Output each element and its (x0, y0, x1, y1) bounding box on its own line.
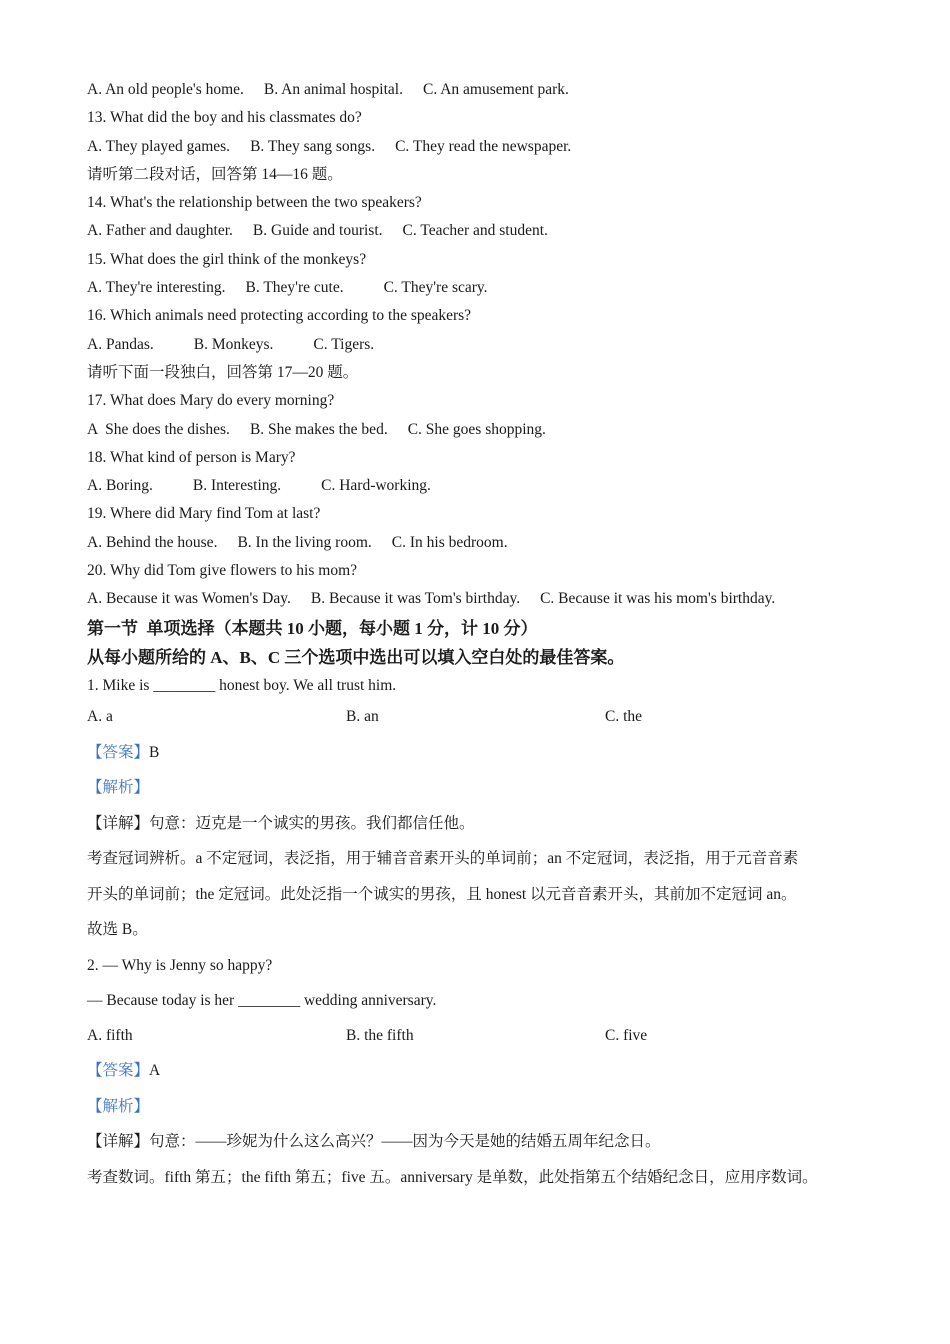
option-b: B. Because it was Tom's birthday. (310, 590, 521, 608)
option-a: A. Behind the house. (87, 533, 218, 551)
option-b: B. the fifth (346, 1026, 414, 1044)
option-c: C. Tigers. (313, 335, 375, 353)
q19-options (87, 529, 887, 557)
section-instruction: 从每小题所给的 A、B、C 三个选项中选出可以填入空白处的最佳答案。 (87, 647, 625, 667)
option-a: A. a (87, 707, 113, 725)
option-b: B. They sang songs. (250, 137, 376, 155)
q12-options (87, 76, 887, 104)
option-a: A. Pandas. (87, 335, 154, 353)
mc1-explanation-1: 考查冠词辨析。a 不定冠词，表泛指，用于辅音音素开头的单词前；an 不定冠词，表泛指，用于元音音素 (87, 850, 799, 868)
answer-value: B (149, 743, 160, 761)
q17-options (87, 416, 887, 444)
q13-options (87, 133, 887, 161)
option-a: A She does the dishes. (87, 420, 230, 438)
q18-question: 18. What kind of person is Mary? (87, 448, 296, 466)
option-b: B. an (346, 707, 379, 725)
analysis-tag: 【解析】 (87, 779, 150, 797)
q19-question: 19. Where did Mary find Tom at last? (87, 505, 321, 523)
answer-tag: 【答案】 (87, 1062, 150, 1080)
q20-options (87, 585, 887, 613)
option-a: A. fifth (87, 1026, 133, 1044)
option-b: B. Interesting. (192, 477, 282, 495)
q18-options (87, 472, 887, 500)
option-c: C. In his bedroom. (391, 533, 508, 551)
option-a: A. Boring. (87, 477, 153, 495)
q14-question: 14. What's the relationship between the two speakers? (87, 194, 422, 212)
mc2-answer (87, 1053, 887, 1089)
mc1-detail: 【详解】句意：迈克是一个诚实的男孩。我们都信任他。 (87, 814, 475, 832)
mc1-question: 1. Mike is ________ honest boy. We all trust him. (87, 676, 397, 694)
option-a: A. Because it was Women's Day. (87, 590, 291, 608)
option-a: A. Father and daughter. (87, 222, 233, 240)
option-b: B. They're cute. (245, 279, 344, 297)
option-b: B. An animal hospital. (263, 81, 403, 98)
option-c: C. They read the newspaper. (395, 137, 572, 155)
q16-question: 16. Which animals need protecting according to the speakers? (87, 307, 472, 325)
q15-question: 15. What does the girl think of the monkeys? (87, 250, 367, 268)
mc2-options (87, 1019, 887, 1054)
option-a: A. They're interesting. (87, 279, 226, 297)
mc1-explanation-2: 开头的单词前；the 定冠词。此处泛指一个诚实的男孩，且 honest 以元音音素开头，其前加不定冠词 an。 (87, 885, 797, 903)
mc2-question-line1: 2. — Why is Jenny so happy? (87, 956, 273, 974)
mc1-analysis (87, 770, 887, 806)
mc1-explanation-3: 故选 B。 (87, 921, 148, 939)
dialog2-instruction: 请听第二段对话，回答第 14—16 题。 (87, 165, 343, 183)
analysis-tag: 【解析】 (87, 1097, 150, 1115)
option-b: B. She makes the bed. (249, 420, 388, 438)
q13-question: 13. What did the boy and his classmates do? (87, 109, 362, 127)
option-b: B. Guide and tourist. (252, 222, 383, 240)
option-c: C. An amusement park. (422, 81, 569, 98)
mc2-explanation-1: 考查数词。fifth 第五；the fifth 第五；five 五。anniversary 是单数，此处指第五个结婚纪念日，应用序数词。 (87, 1168, 818, 1186)
option-c: C. Hard-working. (321, 477, 431, 495)
q17-question: 17. What does Mary do every morning? (87, 392, 335, 410)
option-c: C. the (605, 707, 643, 725)
mc2-question-line2: — Because today is her ________ wedding anniversary. (87, 992, 437, 1010)
option-c: C. She goes shopping. (407, 420, 546, 438)
mc1-options (87, 700, 887, 735)
option-a: A. An old people's home. (87, 81, 244, 98)
mc2-detail: 【详解】句意：——珍妮为什么这么高兴？——因为今天是她的结婚五周年纪念日。 (87, 1133, 661, 1151)
answer-value: A (149, 1062, 161, 1080)
section-heading: 第一节 单项选择（本题共 10 小题，每小题 1 分，计 10 分） (87, 618, 538, 638)
q14-options (87, 217, 887, 245)
option-c: C. five (605, 1026, 648, 1044)
mc2-analysis (87, 1089, 887, 1125)
option-b: B. In the living room. (237, 533, 372, 551)
document-page (87, 76, 887, 1195)
option-b: B. Monkeys. (193, 335, 274, 353)
q15-options (87, 274, 887, 302)
option-a: A. They played games. (87, 137, 231, 155)
monologue-instruction: 请听下面一段独白，回答第 17—20 题。 (87, 363, 359, 381)
answer-tag: 【答案】 (87, 743, 150, 761)
option-c: C. Because it was his mom's birthday. (540, 590, 776, 608)
q20-question: 20. Why did Tom give flowers to his mom? (87, 562, 358, 580)
option-c: C. Teacher and student. (402, 222, 548, 240)
option-c: C. They're scary. (383, 279, 488, 297)
q16-options (87, 331, 887, 359)
mc1-answer (87, 735, 887, 771)
